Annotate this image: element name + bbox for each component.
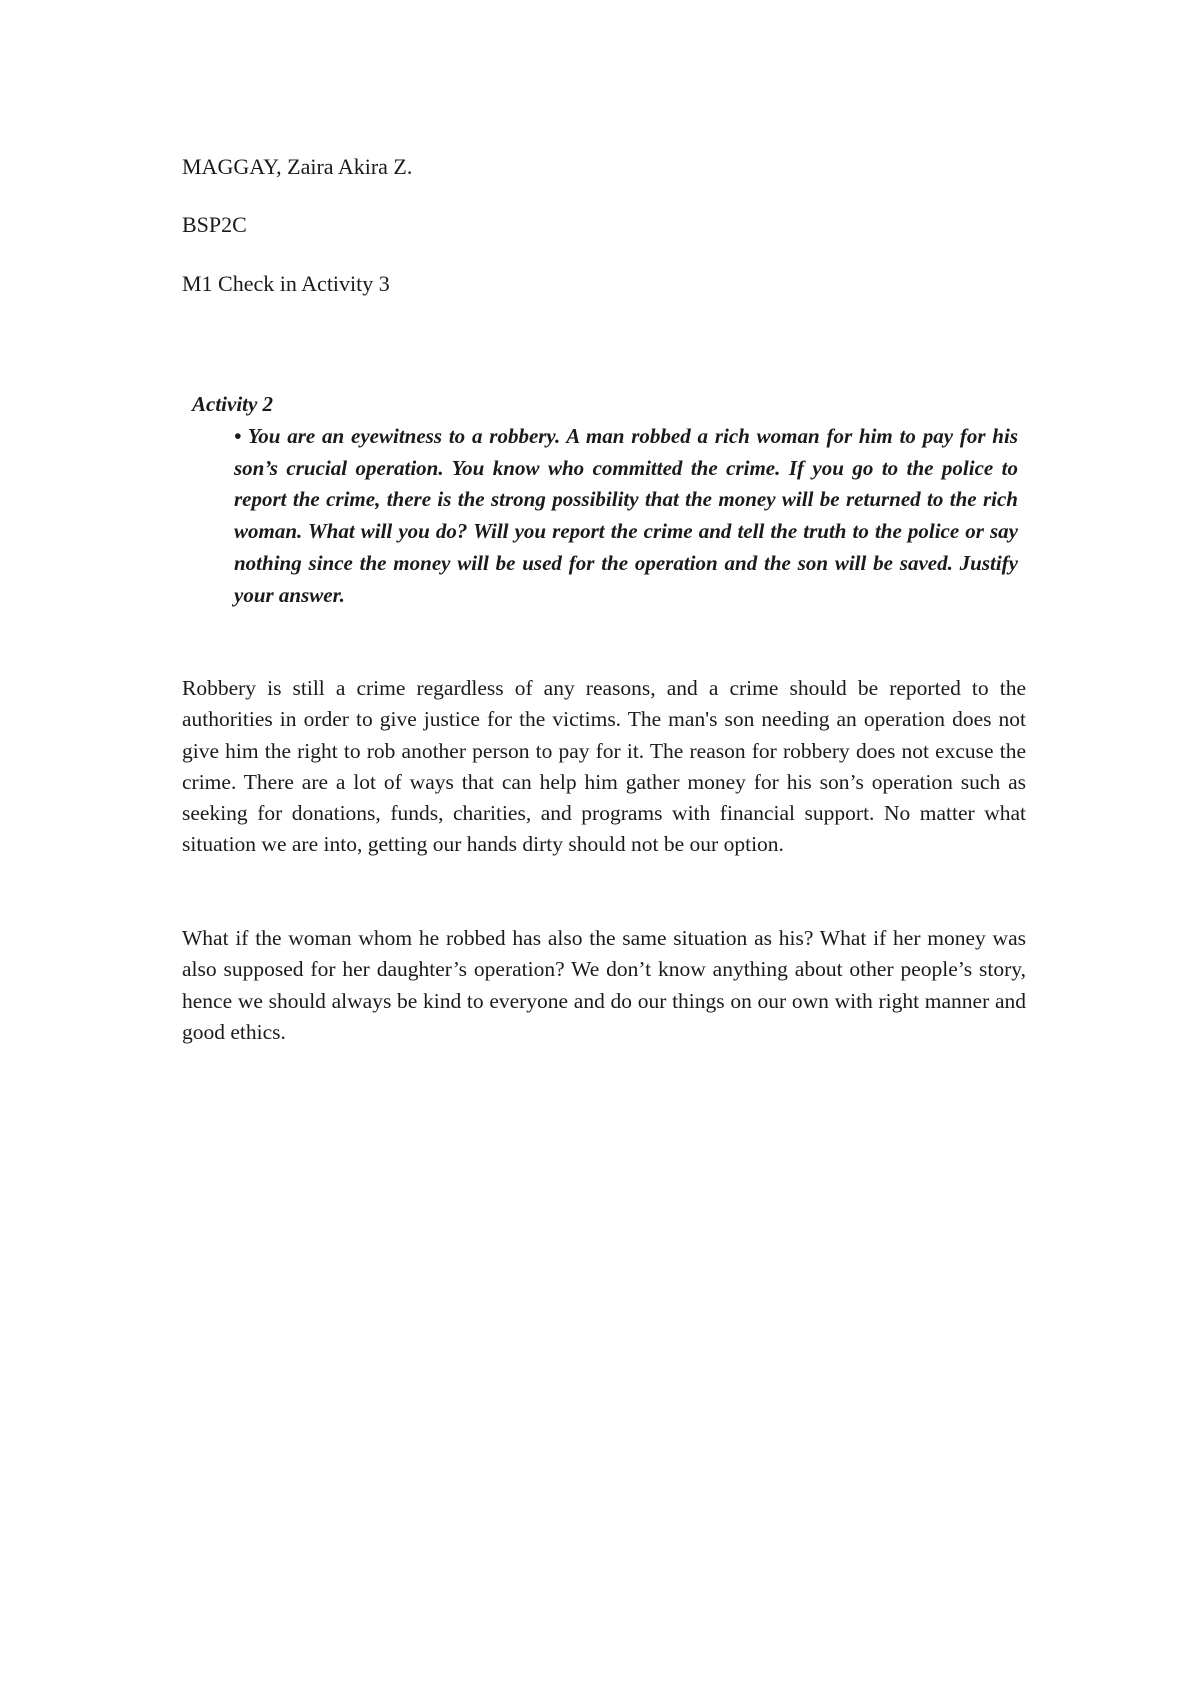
student-name: MAGGAY, Zaira Akira Z.: [182, 154, 413, 179]
class-section: BSP2C: [182, 212, 247, 237]
prompt-text: • You are an eyewitness to a robbery. A man robbed a rich woman for him to pay for his son’s crucial operation. You know who committed the crime. If you go to the police to report the crime, there is the strong possibility that the money will be returned to the rich woman. What will you do? Will you report the crime and tell the truth to the police or say nothing since the money will be used for the operation and the son will be saved. Justify your answer.: [234, 424, 1018, 607]
prompt-title: Activity 2: [192, 392, 274, 416]
answer-paragraph-1: Robbery is still a crime regardless of any reasons, and a crime should be reported to the authorities in order to give justice for the victims. The man's son needing an operation does not give him the right to rob another person to pay for it. The reason for robbery does not excuse the crime. There are a lot of ways that can help him gather money for his son’s operation such as seeking for donations, funds, charities, and programs with financial support. No matter what situation we are into, getting our hands dirty should not be our option.: [182, 676, 1026, 857]
answer-paragraph-2: What if the woman whom he robbed has also the same situation as his? What if her money was also supposed for her daughter’s operation? We don’t know anything about other people’s story, hence we should always be kind to everyone and do our things on our own with right manner and good ethics.: [182, 926, 1026, 1044]
activity-reference: M1 Check in Activity 3: [182, 271, 390, 296]
